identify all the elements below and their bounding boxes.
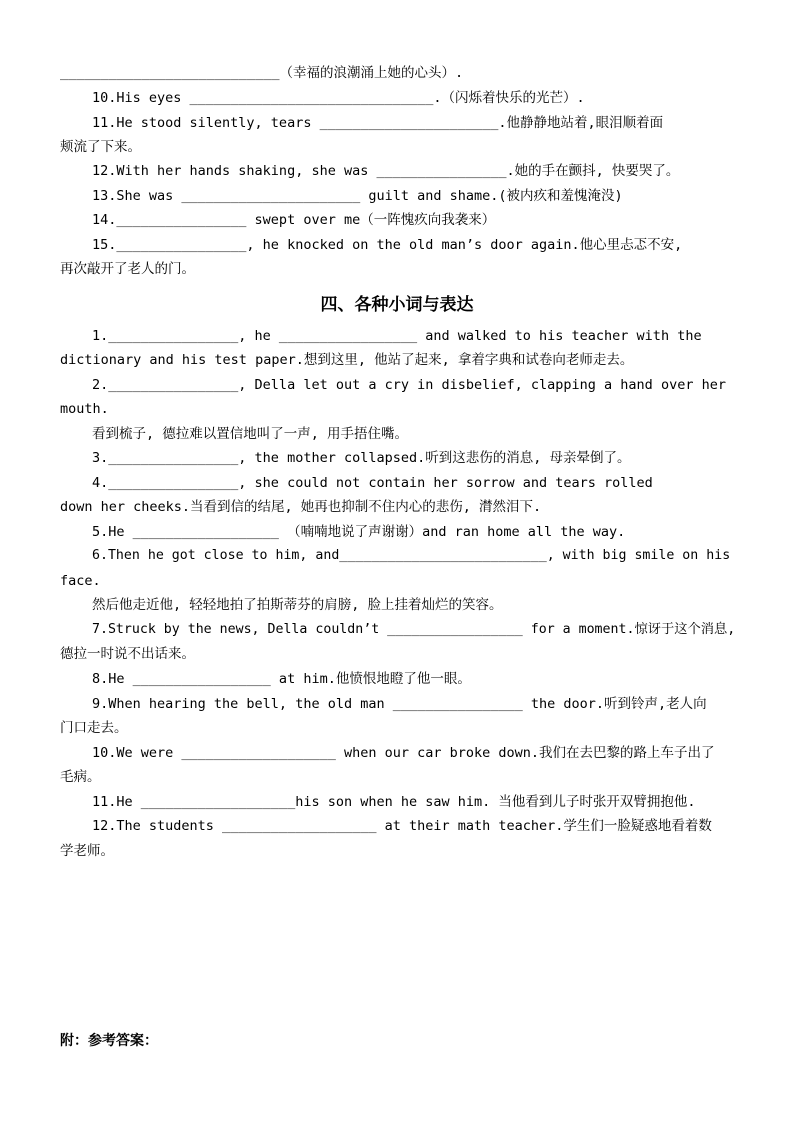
answer-key-label: 附：参考答案： [60, 1033, 158, 1049]
item-7: 7.Struck by the news, Della couldn’t _________________ for a moment.惊讶于这个消息, [92, 622, 736, 637]
item-1-cont: dictionary and his test paper.想到这里, 他站了起来, 拿着字典和试卷向老师走去。 [60, 352, 634, 368]
exercise-12: 12.With her hands shaking, she was ________________.她的手在颤抖, 快要哭了。 [92, 163, 680, 179]
exercise-14: 14.________________ swept over me（一阵愧疚向我袭来） [92, 212, 496, 228]
item-6-translation: 然后他走近他, 轻轻地拍了拍斯蒂芬的肩膀, 脸上挂着灿烂的笑容。 [92, 597, 503, 613]
item-2-cont: mouth. [60, 401, 109, 417]
item-11: 11.He ___________________his son when he saw him. 当他看到儿子时张开双臂拥抱他. [92, 794, 696, 810]
item-6-cont: face. [60, 573, 101, 589]
item-6: 6.Then he got close to him, and__________________________, with big smile on his [92, 548, 731, 563]
item-3: 3.________________, the mother collapsed.听到这悲伤的消息, 母亲晕倒了。 [92, 450, 631, 466]
item-2: 2.________________, Della let out a cry in disbelief, clapping a hand over her [92, 377, 726, 393]
exercise-11: 11.He stood silently, tears ______________________.他静静地站着,眼泪顺着面 [92, 115, 664, 131]
item-5: 5.He __________________ （喃喃地说了声谢谢）and ran home all the way. [92, 524, 626, 540]
item-10-cont: 毛病。 [60, 769, 101, 785]
exercise-10: 10.His eyes ______________________________.（闪烁着快乐的光芒）. [92, 90, 585, 106]
item-1: 1.________________, he _________________ and walked to his teacher with the [92, 328, 702, 344]
exercise-11-cont: 颊流了下来。 [60, 139, 141, 155]
item-2-translation: 看到梳子, 德拉难以置信地叫了一声, 用手捂住嘴。 [92, 426, 409, 442]
item-7-cont: 德拉一时说不出话来。 [60, 646, 195, 662]
item-9: 9.When hearing the bell, the old man ________________ the door.听到铃声,老人向 [92, 696, 707, 712]
item-4: 4.________________, she could not contain her sorrow and tears rolled [92, 475, 653, 491]
item-8: 8.He _________________ at him.他愤恨地瞪了他一眼。 [92, 671, 471, 687]
exercise-line-cont: ___________________________（幸福的浪潮涌上她的心头）. [60, 65, 464, 81]
exercise-15-cont: 再次敲开了老人的门。 [60, 261, 195, 277]
exercise-13: 13.She was ______________________ guilt and shame.(被内疚和羞愧淹没) [92, 188, 623, 204]
item-4-cont: down her cheeks.当看到信的结尾, 她再也抑制不住内心的悲伤, 潸然泪下. [60, 499, 542, 515]
item-12-cont: 学老师。 [60, 843, 114, 859]
item-12: 12.The students ___________________ at their math teacher.学生们一脸疑惑地看着数 [92, 818, 712, 834]
section-heading: 四、各种小词与表达 [320, 295, 474, 315]
item-10: 10.We were ___________________ when our car broke down.我们在去巴黎的路上车子出了 [92, 745, 715, 761]
item-9-cont: 门口走去。 [60, 720, 128, 736]
exercise-15: 15.________________, he knocked on the old man’s door again.他心里忐忑不安, [92, 237, 683, 253]
